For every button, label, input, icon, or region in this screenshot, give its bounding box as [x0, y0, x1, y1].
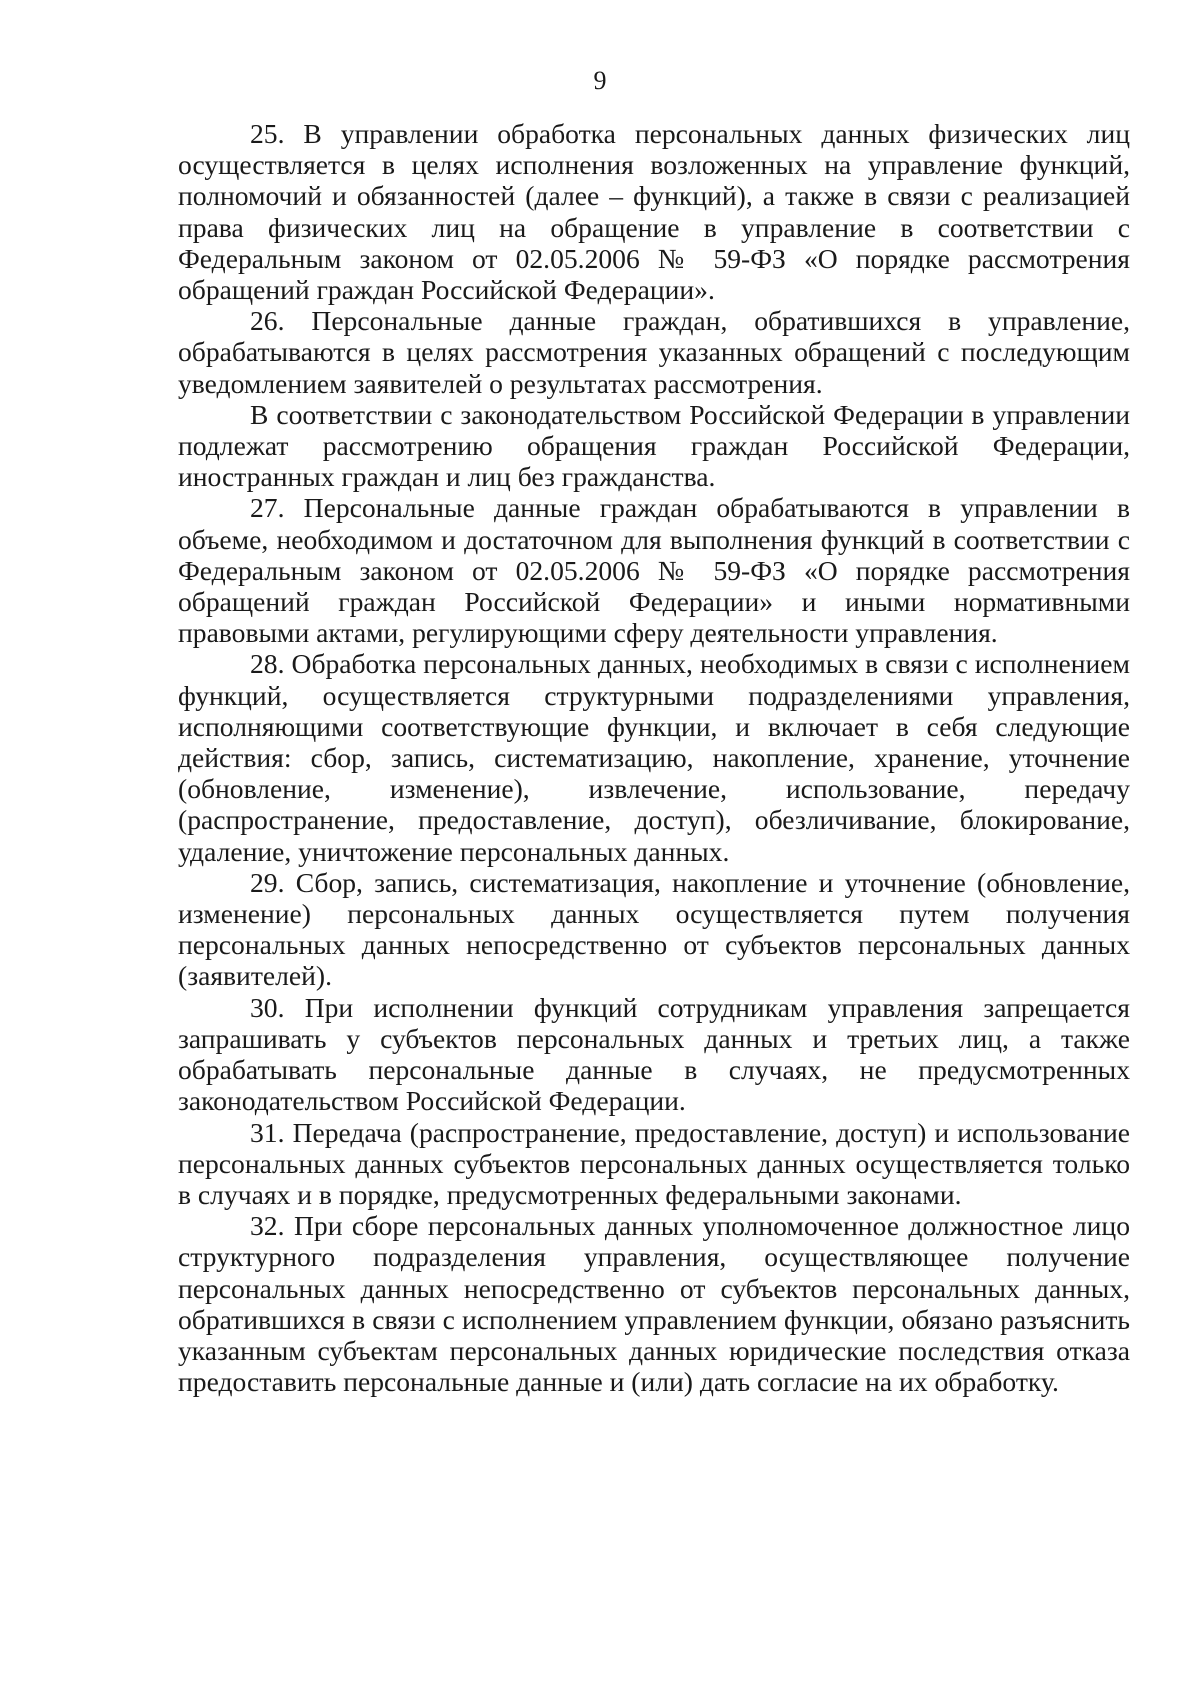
paragraph-26-continuation: В соответствии с законодательством Российской Федерации в управлении подлежат рассмотрению обращения граждан Российской Федерации, иностранных граждан и лиц без гражданства.	[178, 398, 1130, 493]
paragraph-25: 25. В управлении обработка персональных данных физических лиц осуществляется в целях исполнения возложенных на управление функций, полномочий и обязанностей (далее – функций), а также в связи с реализацией права физических лиц на обращение в управление в соответствии с Федеральным законом от 02.05.2006 № 59-ФЗ «О порядке рассмотрения обращений граждан Российской Федерации».	[178, 118, 1130, 306]
paragraph-27: 27. Персональные данные граждан обрабатываются в управлении в объеме, необходимом и достаточном для выполнения функций в соответствии с Федеральным законом от 02.05.2006 № 59-ФЗ «О порядке рассмотрения обращений граждан Российской Федерации» и иными нормативными правовыми актами, регулирующими сферу деятельности управления.	[178, 492, 1130, 649]
page-number: 9	[593, 66, 607, 95]
paragraph-30: 30. При исполнении функций сотрудникам управления запрещается запрашивать у субъектов персональных данных и третьих лиц, а также обрабатывать персональные данные в случаях, не предусмотренных законодательством Российской Федерации.	[178, 991, 1130, 1117]
paragraph-29: 29. Сбор, запись, систематизация, накопление и уточнение (обновление, изменение) персональных данных осуществляется путем получения персональных данных непосредственно от субъектов персональных данных (заявителей).	[178, 866, 1130, 992]
document-body	[178, 118, 1130, 1397]
paragraph-28: 28. Обработка персональных данных, необходимых в связи с исполнением функций, осуществляется структурными подразделениями управления, исполняющими соответствующие функции, и включает в себя следующие действия: сбор, запись, систематизацию, накопление, хранение, уточнение (обновление, изменение), извлечение, использование, передачу (распространение, предоставление, доступ), обезличивание, блокирование, удаление, уничтожение персональных данных.	[178, 648, 1130, 867]
paragraph-32: 32. При сборе персональных данных уполномоченное должностное лицо структурного подразделения управления, осуществляющее получение персональных данных непосредственно от субъектов персональных данных, обратившихся в связи с исполнением управлением функции, обязано разъяснить указанным субъектам персональных данных юридические последствия отказа предоставить персональные данные и (или) дать согласие на их обработку.	[178, 1210, 1130, 1398]
paragraph-31: 31. Передача (распространение, предоставление, доступ) и использование персональных данных субъектов персональных данных осуществляется только в случаях и в порядке, предусмотренных федеральными законами.	[178, 1116, 1130, 1210]
paragraph-26: 26. Персональные данные граждан, обратившихся в управление, обрабатываются в целях рассмотрения указанных обращений с последующим уведомлением заявителей о результатах рассмотрения.	[178, 305, 1130, 399]
